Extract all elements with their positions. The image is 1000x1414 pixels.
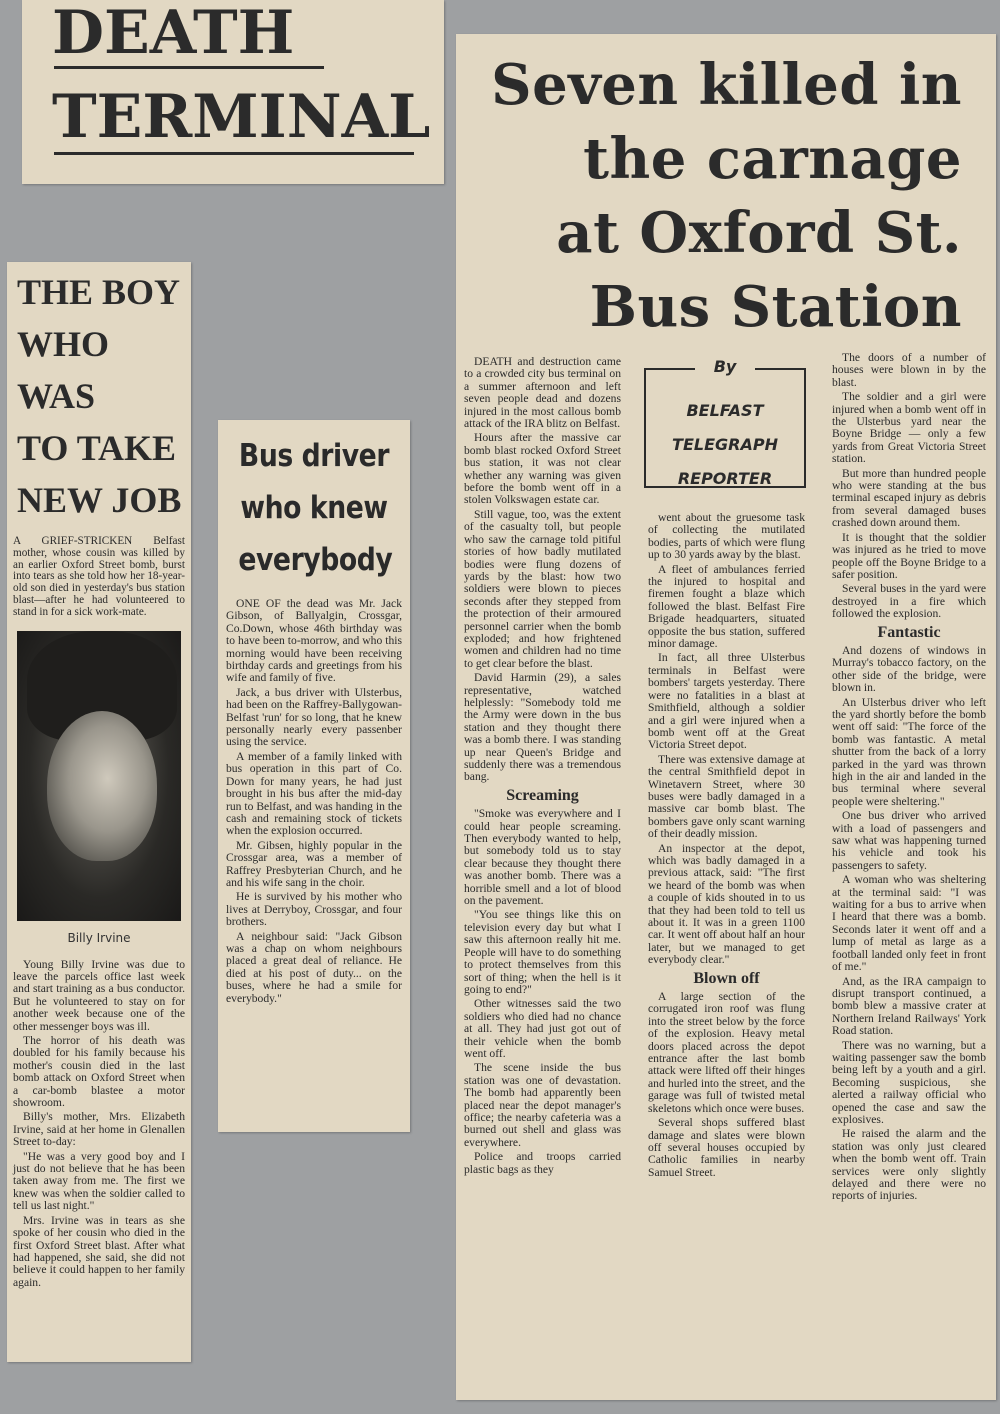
article-paragraph: David Harmin (29), a sales representative, watched helplessly: "Somebody told me the Army were down in the bus station and they thought there was a bomb there. I was standing up near Queen's Bridge and suddenly there was a tremendous bang. xyxy=(464,671,621,784)
driver-paragraph: ONE OF the dead was Mr. Jack Gibson, of Ballyalgin, Crossgar, Co.Down, whose 46th birthday was to have been to-morrow, and who this morning would have been receiving birthday cards and greetings from his wife and family of five. xyxy=(226,597,402,685)
driver-headline xyxy=(238,430,393,586)
boy-paragraph: The horror of his death was doubled for his family because his mother's cousin died in the last bomb attack on Oxford Street when a car-bomb blastee a motor showroom. xyxy=(13,1034,185,1110)
driver-paragraph: A neighbour said: "Jack Gibson was a chap on whom neighbours placed a great deal of reliance. He died at his post of duty... on the buses, where he had a smile for everybody." xyxy=(226,929,402,1005)
main-headline-line: at Oxford St. xyxy=(556,200,962,266)
boy-body xyxy=(13,959,185,1290)
subhead-fantastic: Fantastic xyxy=(877,623,941,641)
main-headline-line: the carnage xyxy=(583,126,962,192)
article-paragraph: "Smoke was everywhere and I could hear people screaming. Then everybody wanted to help, but somebody told us to stay clear because they thought there was another bomb. There was a horrible smell and a lot of blood on the pavement. xyxy=(464,807,621,908)
death-terminal-clipping xyxy=(22,0,444,184)
byline-line: TELEGRAPH xyxy=(672,435,778,454)
photo-face xyxy=(47,711,157,861)
driver-paragraph: A member of a family linked with bus operation in this part of Co. Down for many years, he had just brought in his bus after the mid-day run to Belfast, and was handing in the cash and remaining stock of tickets when the explosion occurred. xyxy=(226,749,402,838)
article-paragraph: An inspector at the depot, which was badly damaged in a previous attack, said: "The first we heard of the bomb was when a couple of kids shouted in to us that they had been told to tell us about it. It was in a green 1100 car. It went off about half an hour later, but we managed to get everybody clear." xyxy=(648,841,805,967)
article-paragraph: Still vague, too, was the extent of the casualty toll, but people who saw the carnage told pitiful stories of how badly mutilated bodies were flung dozens of yards by the blast: how two soldiers were blown to pieces seconds after they stepped from the protection of their armoured personnel carrier when the bomb exploded; and how frightened women and children had no time to get clear before the blast. xyxy=(464,507,621,670)
byline-by: By xyxy=(695,350,755,384)
driver-paragraph: He is survived by his mother who lives at Derryboy, Crossgar, and four brothers. xyxy=(226,890,402,929)
boy-clipping xyxy=(7,262,191,1362)
death-terminal-line1: DEATH xyxy=(52,0,295,68)
article-paragraph: went about the gruesome task of collecting the mutilated bodies, parts of which were flung up to 30 yards away by the blast. xyxy=(648,511,805,562)
article-column-2 xyxy=(648,512,805,1181)
article-paragraph: He raised the alarm and the station was only just cleared when the bomb went off. Train services were only slightly delayed and there were no reports of injuries. xyxy=(832,1127,986,1203)
article-paragraph: The scene inside the bus station was one of devastation. The bomb had apparently been placed near the depot manager's office; the nearby cafeteria was a burned out shell and glass was everywhere. xyxy=(464,1061,621,1149)
article-paragraph: It is thought that the soldier was injured as he tried to move people off the Boyne Bridge to a safer position. xyxy=(832,530,986,581)
boy-paragraph: "He was a very good boy and I just do not believe that he has been taken away from me. The first we knew was when the soldier called to tell us last night." xyxy=(13,1149,185,1213)
driver-headline-line: Bus driver xyxy=(238,438,390,474)
article-column-3 xyxy=(832,352,986,1205)
article-paragraph: An Ulsterbus driver who left the yard shortly before the bomb went off said: "The force of the bomb was fantastic. A metal shutter from the back of a lorry parked in the yard was thrown high in the air and landed in the bus terminal where several people were sheltering." xyxy=(832,695,986,808)
article-paragraph: The doors of a number of houses were blown in by the blast. xyxy=(832,351,986,389)
driver-paragraph: Jack, a bus driver with Ulsterbus, had been on the Raffrey-Ballygowan-Belfast 'run' for so long, that he knew personally nearly every passenber using the service. xyxy=(226,685,402,749)
headline-underline xyxy=(54,66,324,69)
byline-line: BELFAST xyxy=(686,401,764,420)
byline-line: REPORTER xyxy=(677,469,773,488)
article-paragraph: And, as the IRA campaign to disrupt transport continued, a bomb blew a massive crater at Northern Ireland Railways' York Road station. xyxy=(832,974,986,1038)
driver-headline-line: who knew xyxy=(240,490,388,526)
headline-underline xyxy=(54,152,414,155)
article-paragraph: Hours after the massive car bomb blast rocked Oxford Street bus station, it was not clear whether any warning was given before the bomb went off in a stolen Volkswagen estate car. xyxy=(464,431,621,507)
boy-paragraph: Billy's mother, Mrs. Elizabeth Irvine, said at her home in Glenallen Street to-day: xyxy=(13,1110,185,1149)
article-paragraph: A fleet of ambulances ferried the injured to hospital and firemen fought a blaze which followed the blast. Belfast Fire Brigade headquarters, situated opposite the bus station, suffered minor damage. xyxy=(648,562,805,651)
article-paragraph: Other witnesses said the two soldiers who died had no chance at all. They had just got out of their vehicle when the bomb went off. xyxy=(464,997,621,1060)
main-headline xyxy=(491,48,962,344)
boy-headline-line: THE BOY xyxy=(17,272,181,312)
article-paragraph: There was no warning, but a waiting passenger saw the bomb being left by a youth and a girl. Becoming suspicious, she alerted a railway official who opened the case and saw the explosives. xyxy=(832,1038,986,1126)
boy-paragraph: Mrs. Irvine was in tears as she spoke of her cousin who died in the first Oxford Street blast. After what had happened, she said, she did not believe it could happen to her family again. xyxy=(13,1213,185,1289)
boy-headline xyxy=(13,266,185,526)
article-paragraph: Several buses in the yard were destroyed in a fire which followed the explosion. xyxy=(832,582,986,621)
byline-box xyxy=(644,357,806,488)
boy-lead: A GRIEF-STRICKEN Belfast mother, whose cousin was killed by an earlier Oxford Street bomb, burst into tears as she told how her 18-year-old son died in yesterday's bus station blast—after he had volunteered to stand in for a sick work-mate. xyxy=(13,535,185,618)
subhead-screaming: Screaming xyxy=(506,786,579,804)
subhead-blown-off: Blown off xyxy=(693,969,760,987)
article-column-1 xyxy=(464,356,621,1178)
driver-headline-line: everybody xyxy=(238,542,393,578)
main-headline-line: Seven killed in xyxy=(491,52,962,118)
boy-headline-line: WHO WAS xyxy=(17,324,110,416)
main-article-clipping xyxy=(456,34,996,1400)
article-paragraph: Police and troops carried plastic bags as they xyxy=(464,1150,621,1176)
article-paragraph: A large section of the corrugated iron roof was flung into the street below by the force of the explosion. Heavy metal doors placed across the depot entrance after the last bomb attack were lifted off their hinges and hurled into the street, and the garage was full of twisted metal skeletons which once were buses. xyxy=(648,990,805,1115)
article-paragraph: "You see things like this on television every day but what I saw this afternoon really hit me. People will have to do something to protect themselves from this sort of thing; when the hell is it going to end?" xyxy=(464,908,621,996)
article-paragraph: There was extensive damage at the central Smithfield depot in Winetavern Street, where 30 buses were badly damaged in a massive car bomb blast. The bombers gave only scant warning of their deadly mission. xyxy=(648,752,805,841)
article-paragraph: But more than hundred people who were standing at the bus terminal escaped injury as debris from several damaged buses crashed down around them. xyxy=(832,466,986,530)
boy-headline-line: TO TAKE xyxy=(17,428,177,468)
boy-paragraph: Young Billy Irvine was due to leave the parcels office last week and start training as a bus conductor. But he volunteered to stay on for another week because one of the other messenger boys was ill. xyxy=(13,957,185,1033)
article-paragraph: In fact, all three Ulsterbus terminals in Belfast were bombers' targets yesterday. There were no fatalities in a blast at Smithfield, although a soldier and a girl were injured when a bomb went off at the Great Victoria Street depot. xyxy=(648,651,805,752)
article-paragraph: The soldier and a girl were injured when a bomb went off in the Ulsterbus yard near the Boyne Bridge — only a few yards from Great Victoria Street station. xyxy=(832,390,986,466)
boy-headline-line: NEW JOB xyxy=(17,480,182,520)
billy-irvine-photo xyxy=(17,631,181,921)
photo-caption: Billy Irvine xyxy=(67,930,131,945)
article-paragraph: One bus driver who arrived with a load of passengers and saw what was happening turned his vehicle and took his passengers to safety. xyxy=(832,809,986,872)
article-paragraph: A woman who was sheltering at the terminal said: "I was waiting for a bus to arrive when I heard that there was a bomb. Seconds later it went off and a lump of metal as large as a football landed only feet in front of me." xyxy=(832,873,986,974)
driver-body xyxy=(226,598,402,1005)
article-paragraph: And dozens of windows in Murray's tobacco factory, on the other side of the bridge, were blown in. xyxy=(832,643,986,695)
article-paragraph: DEATH and destruction came to a crowded city bus terminal on a summer afternoon and left seven people dead and dozens injured in the most callous bomb attack of the IRA blitz on Belfast. xyxy=(464,355,621,431)
main-headline-line: Bus Station xyxy=(589,274,962,340)
driver-paragraph: Mr. Gibsen, highly popular in the Crossgar area, was a member of Raffrey Presbyterian Church, and he and his wife sang in the choir. xyxy=(226,838,402,889)
bus-driver-clipping xyxy=(218,420,410,1132)
death-terminal-line2: TERMINAL xyxy=(52,82,431,152)
article-paragraph: Several shops suffered blast damage and slates were blown off several houses occupied by Catholic families in nearby Samuel Street. xyxy=(648,1116,805,1179)
